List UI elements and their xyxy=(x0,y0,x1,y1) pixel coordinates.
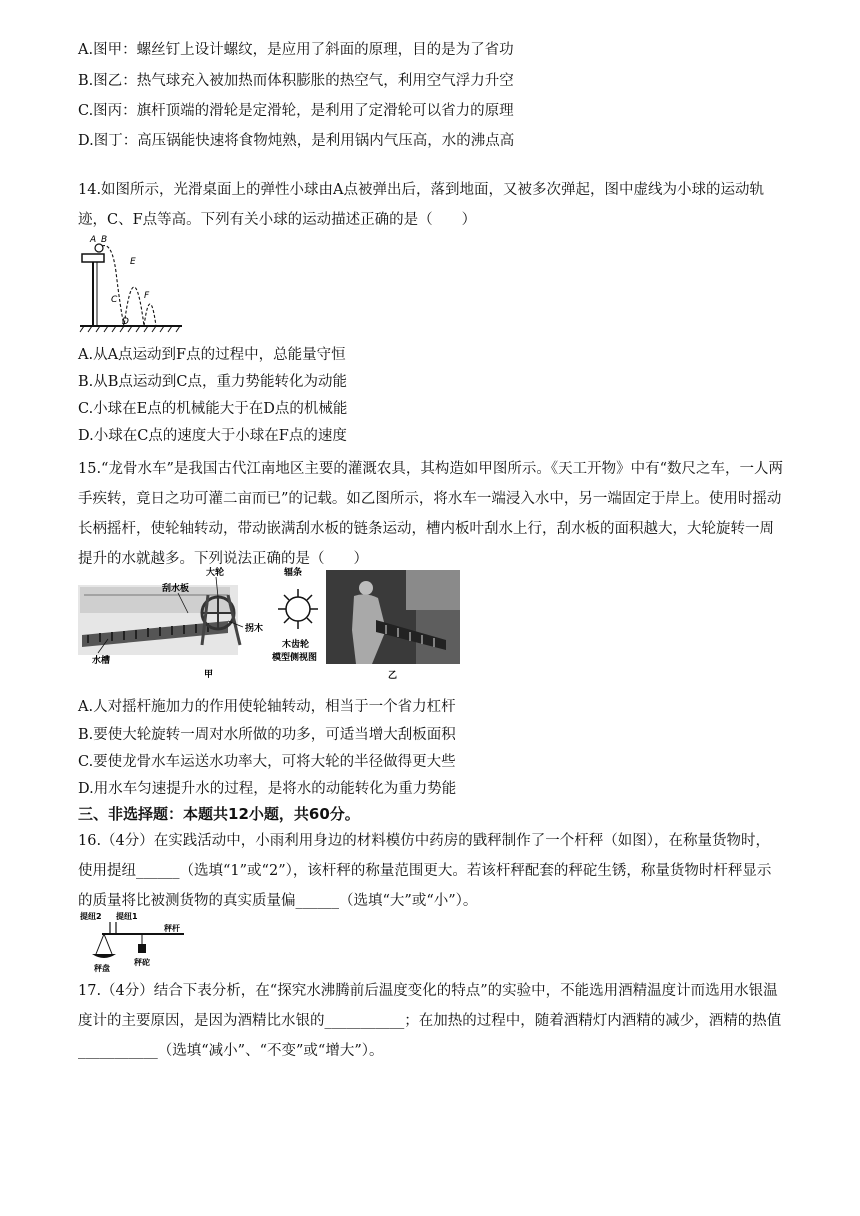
q14-option-c: C.小球在E点的机械能大于在D点的机械能 xyxy=(78,401,348,417)
q14-option-b: B.从B点运动到C点，重力势能转化为动能 xyxy=(78,374,348,390)
q15-option-b: B.要使大轮旋转一周对水所做的功多，可适当增大刮板面积 xyxy=(78,727,456,743)
q15-label-trough: 水槽 xyxy=(92,656,111,666)
q15-gear-side-view xyxy=(270,565,330,665)
q15-label-gear: 木齿轮 xyxy=(282,640,310,650)
q13-option-b: B.图乙：热气球充入被加热而体积膨胀的热空气，利用空气浮力升空 xyxy=(78,73,514,89)
q15-label-spoke: 辐条 xyxy=(284,568,303,578)
q15-label-jia: 甲 xyxy=(204,670,214,680)
q15-option-d: D.用水车匀速提升水的过程，是将水的动能转化为重力势能 xyxy=(78,781,457,797)
q14-label-b: B xyxy=(101,235,108,245)
q16-text: 16.（4分）在实践活动中，小雨利用身边的材料模仿中药房的戥秤制作了一个杆秤（如图），在称量货物时，使用提纽______（选填“1”或“2”），该杆秤的称量范围更大。若该杆秤配套的秤砣生锈，称量货物时杆秤显示的质量将比被测货物的真实质量偏______（选填“大”或“小”）。 xyxy=(78,833,772,909)
q17-text: 17.（4分）结合下表分析，在“探究水沸腾前后温度变化的特点”的实验中，不能选用酒精温度计而选用水银温度计的主要原因，是因为酒精比水银的___________；在加热的过程中，随着酒精灯内酒精的减少，酒精的热值___________（选填“减小”、“不变”或“增大”）。 xyxy=(78,983,782,1059)
q13-option-d: D.图丁：高压锅能快速将食物炖熟，是利用锅内气压高，水的沸点高 xyxy=(78,133,515,149)
q16-label-pan: 秤盘 xyxy=(94,964,110,973)
q14-option-d: D.小球在C点的速度大于小球在F点的速度 xyxy=(78,428,347,444)
q14-option-a: A.从A点运动到F点的过程中，总能量守恒 xyxy=(78,347,346,363)
q15-label-side-view: 模型侧视图 xyxy=(272,653,318,663)
q13-option-a: A.图甲：螺丝钉上设计螺纹，是应用了斜面的原理，目的是为了省功 xyxy=(78,42,514,58)
q15-figure-yi xyxy=(326,570,462,680)
q14-label-c: C xyxy=(111,295,118,305)
q14-label-a: A xyxy=(90,235,97,245)
q16-label-weight: 秤砣 xyxy=(134,958,150,967)
q14-label-e: E xyxy=(130,257,136,267)
q16-label-knob1: 提纽1 xyxy=(116,912,138,921)
q15-stem: 15.“龙骨水车”是我国古代江南地区主要的灌溉农具，其构造如甲图所示。《天工开物》中有“数尺之车，一人两手疾转，竟日之功可灌二亩而已”的记载。如乙图所示，将水车一端浸入水中，另一端固定于岸上。使用时摇动长柄摇杆，使轮轴转动，带动嵌满刮水板的链条运动，槽内板叶刮水上行，刮水板的面积越大，大轮旋转一周提升的水就越多。下列说法正确的是（ ） xyxy=(78,461,784,567)
q14-label-f: F xyxy=(144,291,150,301)
q15-label-yi: 乙 xyxy=(388,671,398,680)
q16-label-rod: 秤杆 xyxy=(164,924,180,933)
q15-label-big-wheel: 大轮 xyxy=(206,568,225,578)
q15-option-a: A.人对摇杆施加力的作用使轮轴转动，相当于一个省力杠杆 xyxy=(78,699,456,715)
q15-label-crank: 拐木 xyxy=(245,624,264,634)
q15-label-scraper: 刮水板 xyxy=(162,584,190,594)
section-3-heading: 三、非选择题：本题共12小题，共60分。 xyxy=(78,805,360,823)
q14-figure xyxy=(78,232,188,338)
q15-figure-jia xyxy=(78,565,264,681)
q16-figure xyxy=(80,910,190,974)
q15-option-c: C.要使龙骨水车运送水功率大，可将大轮的半径做得更大些 xyxy=(78,754,456,770)
q13-option-c: C.图丙：旗杆顶端的滑轮是定滑轮，是利用了定滑轮可以省力的原理 xyxy=(78,103,514,119)
q16-label-knob2: 提纽2 xyxy=(80,912,102,921)
q14-stem: 14.如图所示，光滑桌面上的弹性小球由A点被弹出后，落到地面，又被多次弹起，图中虚线为小球的运动轨迹，C、F点等高。下列有关小球的运动描述正确的是（ ） xyxy=(78,182,765,228)
q14-label-d: D xyxy=(122,317,129,327)
